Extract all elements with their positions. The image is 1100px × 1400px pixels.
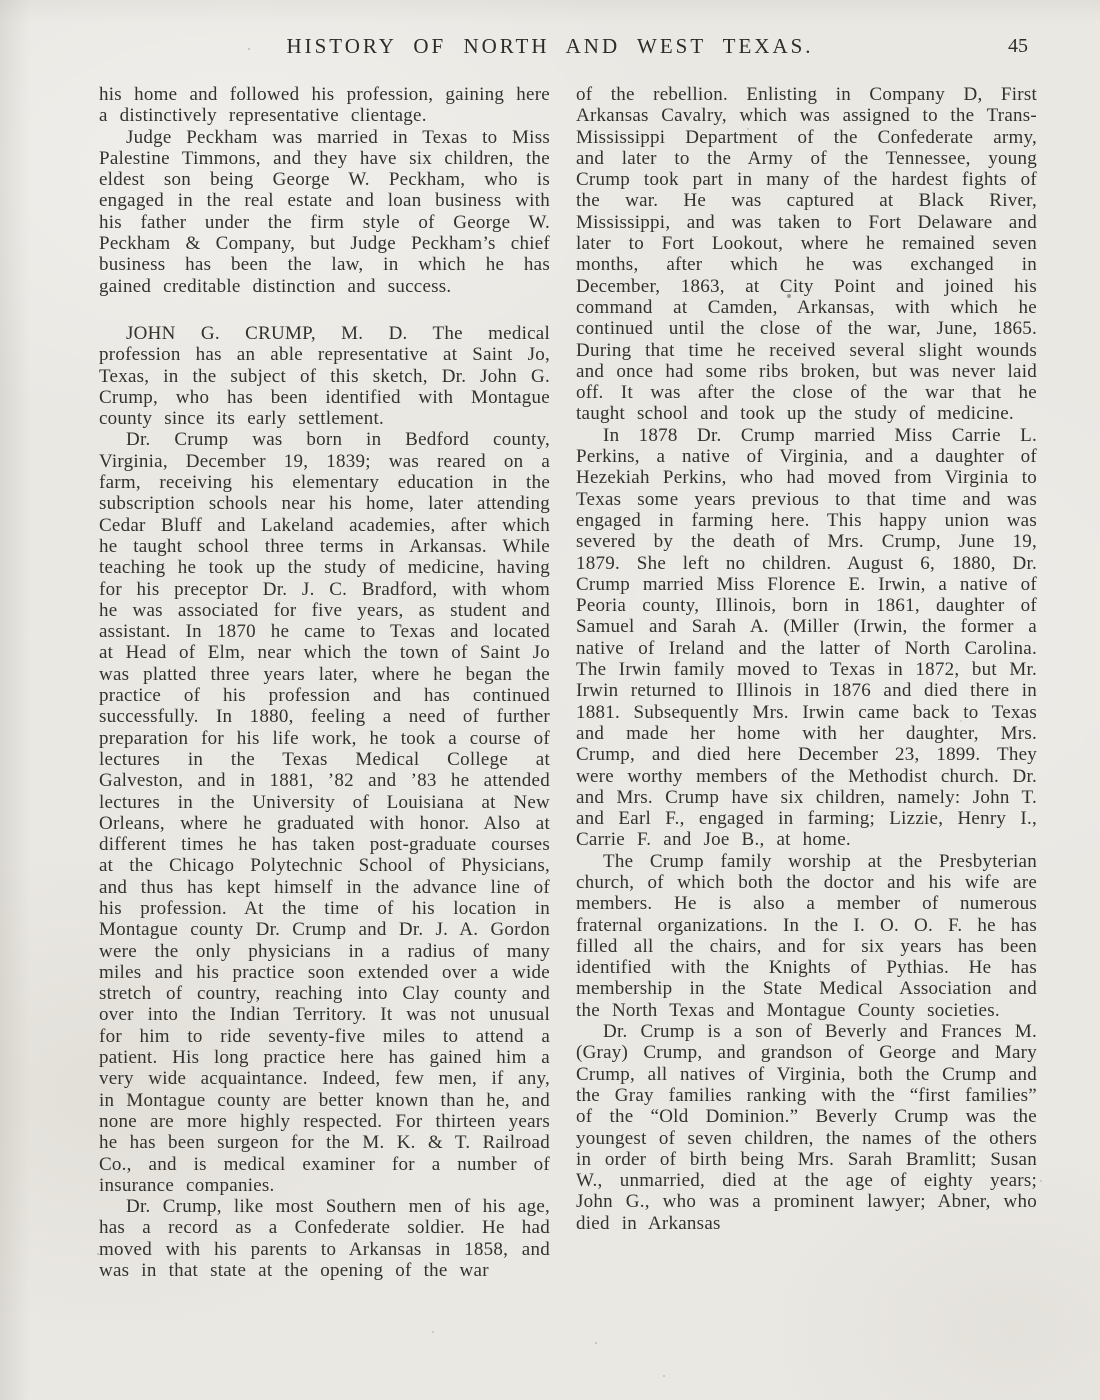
- page-number: 45: [1008, 35, 1028, 57]
- page-title: HISTORY OF NORTH AND WEST TEXAS.: [286, 34, 814, 58]
- paper-speckles: [0, 0, 2, 2]
- page-header: [0, 34, 1100, 64]
- left-column: [99, 84, 550, 1281]
- paragraph-crump-confederate: Dr. Crump, like most Southern men of his age, has a record as a Confederate soldier. He had moved with his parents to Arkansas in 1858, and was in that state at the opening of the war: [99, 1196, 550, 1282]
- paragraph-war-service: of the rebellion. Enlisting in Company D, First Arkansas Cavalry, which was assigned to the Trans-Mississippi Department of the Confederate army, and later to the Army of the Tennessee, young Crump took part in many of the hardest fights of the war. He was captured at Black River, Mississippi, and was taken to Fort Delaware and later to Fort Lookout, where he remained seven months, after which he was exchanged in December, 1863, at City Point and joined his command at Camden, Arkansas, with which he continued until the close of the war, June, 1865. During that time he received several slight wounds and once had some ribs broken, but was never laid off. It was after the close of the war that he taught school and took up the study of medicine.: [576, 84, 1037, 425]
- paragraph-church-fraternal: The Crump family worship at the Presbyterian church, of which both the doctor and his wife are members. He is also a member of numerous fraternal organizations. In the I. O. O. F. he has filled all the chairs, and for six years has been identified with the Knights of Pythias. He has membership in the State Medical Association and the North Texas and Montague County societies.: [576, 850, 1037, 1021]
- paragraph-crump-biography: Dr. Crump was born in Bedford county, Virginia, December 19, 1839; was reared on a farm, receiving his elementary education in the subscription schools near his home, later attending Cedar Bluff and Lakeland academies, after which he taught school three terms in Arkansas. While teaching he took up the study of medicine, having for his preceptor Dr. J. C. Bradford, with whom he was associated for five years, as student and assistant. In 1870 he came to Texas and located at Head of Elm, near which the town of Saint Jo was platted three years later, where he began the practice of his profession and has continued successfully. In 1880, feeling a need of further preparation for his life work, he took a course of lectures in the Texas Medical College at Galveston, and in 1881, ’82 and ’83 he attended lectures in the University of Louisiana at New Orleans, where he graduated with honor. Also at different times he has taken post-graduate courses at the Chicago Polytechnic School of Physicians, and thus has kept himself in the advance line of his profession. At the time of his location in Montague county Dr. Crump and Dr. J. A. Gordon were the only physicians in a radius of many miles and his practice soon extended over a wide stretch of country, reaching into Clay county and over into the Indian Territory. It was not unusual for him to ride seventy-five miles to attend a patient. His long practice here has gained him a very wide acquaintance. Indeed, few men, if any, in Montague county are better known than he, and none are more highly respected. For thirteen years he has been surgeon for the M. K. & T. Railroad Co., and is medical examiner for a number of insurance companies.: [99, 429, 550, 1196]
- paragraph-ancestry: Dr. Crump is a son of Beverly and Frances M. (Gray) Crump, and grandson of George and Mary Crump, all natives of Virginia, both the Crump and the Gray families ranking with the “first families” of the “Old Dominion.” Beverly Crump was the youngest of seven children, the names of the others in order of birth being Mrs. Sarah Bramlitt; Susan W., unmarried, died at the age of eighty years; John G., who was a prominent lawyer; Abner, who died in Arkansas: [576, 1021, 1037, 1234]
- paragraph-peckham-family: Judge Peckham was married in Texas to Miss Palestine Timmons, and they have six children, the eldest son being George W. Peckham, who is engaged in the real estate and loan business with his father under the firm style of George W. Peckham & Company, but Judge Peckham’s chief business has been the law, in which he has gained creditable distinction and success.: [99, 126, 550, 297]
- paragraph-marriages: In 1878 Dr. Crump married Miss Carrie L. Perkins, a native of Virginia, and a daughter of Hezekiah Perkins, who had moved from Virginia to Texas some years previous to that time and was engaged in farming here. This happy union was severed by the death of Mrs. Crump, June 19, 1879. She left no children. August 6, 1880, Dr. Crump married Miss Florence E. Irwin, a native of Peoria county, Illinois, born in 1861, daughter of Samuel and Sarah A. (Miller (Irwin, the former a native of Ireland and the latter of North Carolina. The Irwin family moved to Texas in 1872, but Mr. Irwin returned to Illinois in 1876 and died there in 1881. Subsequently Mrs. Irwin came back to Texas and made her home with her daughter, Mrs. Crump, and died here December 23, 1899. They were worthy members of the Methodist church. Dr. and Mrs. Crump have six children, namely: John T. and Earl F., engaged in farming; Lizzie, Henry I., Carrie F. and Joe B., at home.: [576, 424, 1037, 851]
- paragraph-crump-intro: JOHN G. CRUMP, M. D. The medical profession has an able representative at Saint Jo, Texas, in the subject of this sketch, Dr. John G. Crump, who has been identified with Montague county since its early settlement.: [99, 322, 550, 430]
- right-column: [576, 84, 1037, 1234]
- paragraph-continuation: his home and followed his profession, gaining here a distinctively representative clientage.: [99, 84, 550, 127]
